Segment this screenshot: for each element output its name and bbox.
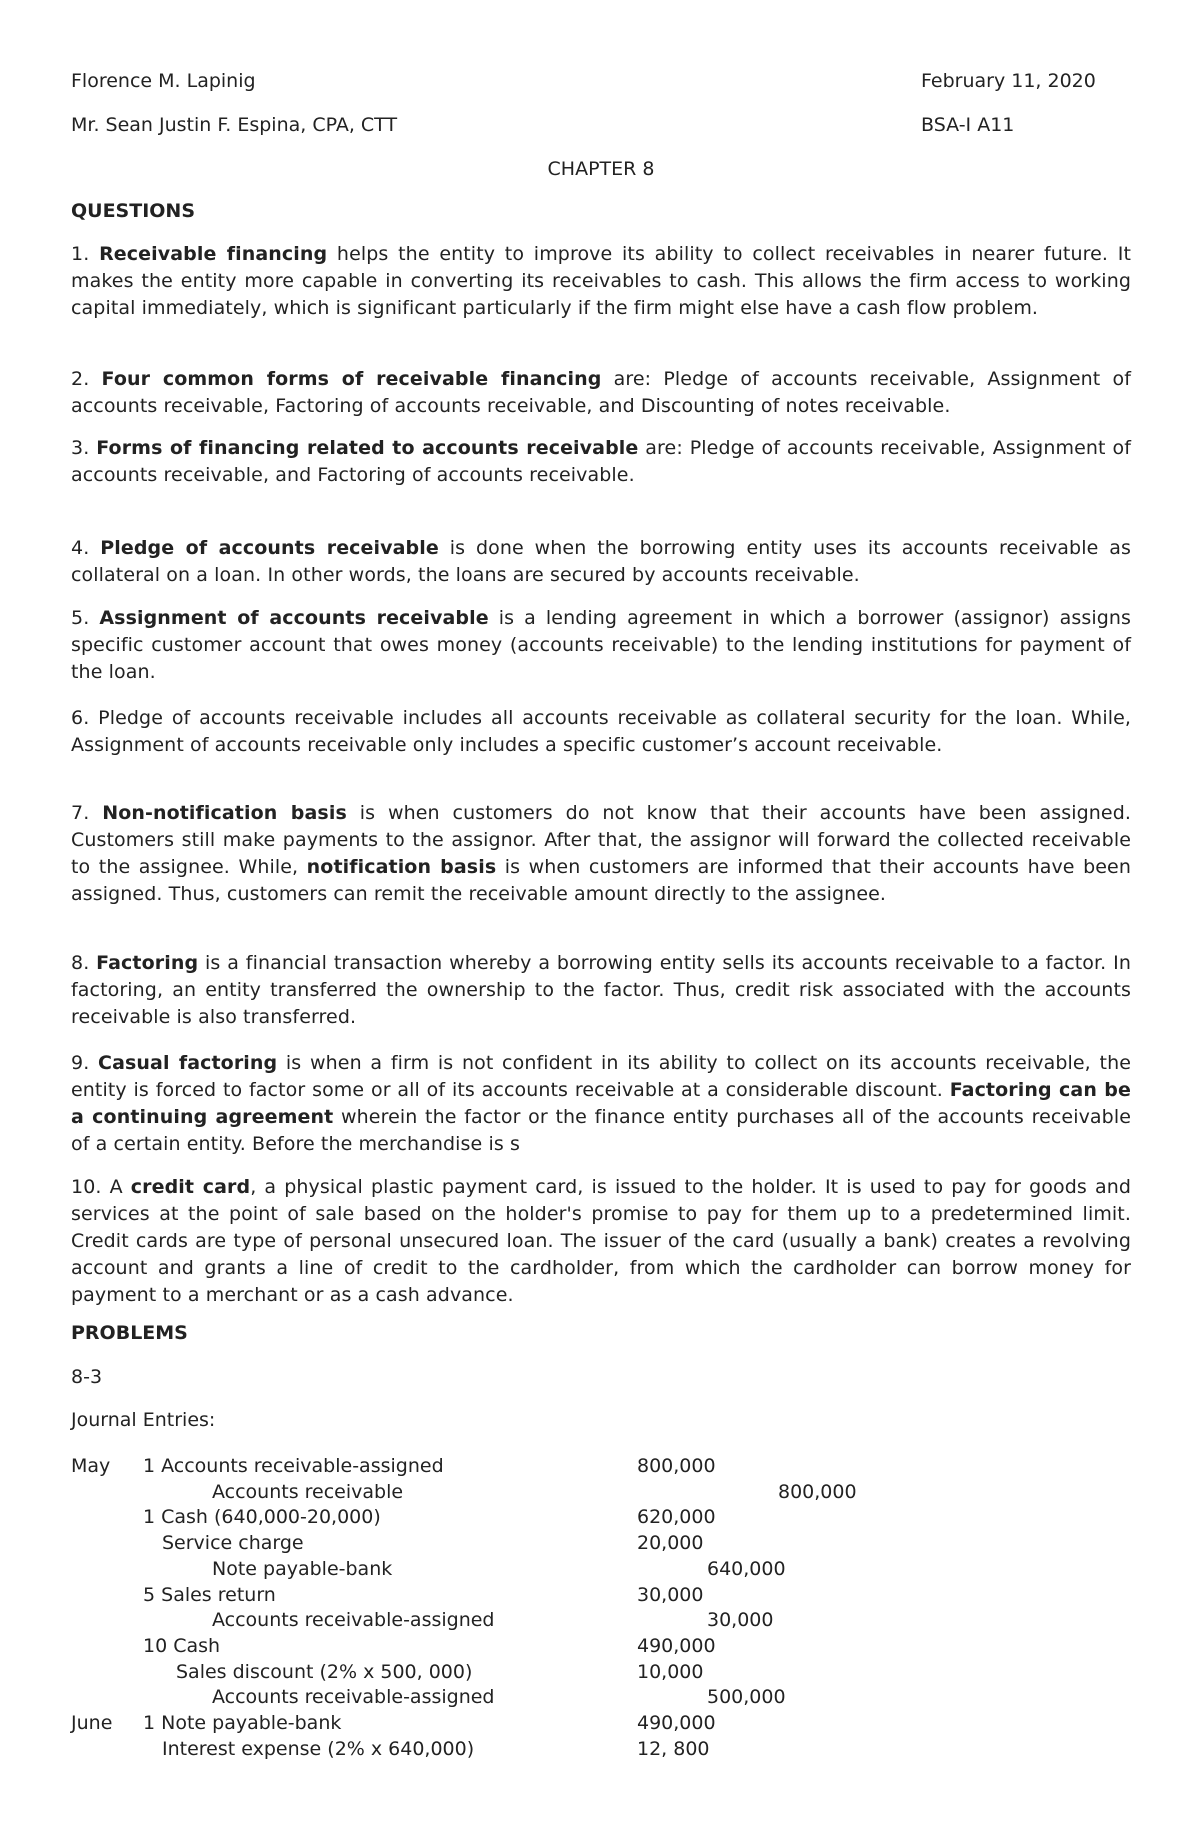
journal-account: Interest expense (2% x 640,000)	[162, 1737, 475, 1760]
journal-row	[71, 1607, 1131, 1633]
question-text: is when a firm is not confident in its ability to collect on its accounts receivable, the entity is forced to factor some or all of its accounts receivable at a considerable discount.	[71, 1052, 1131, 1101]
journal-account: 1 Cash (640,000-20,000)	[143, 1506, 381, 1529]
question-number: 5.	[71, 607, 100, 629]
question-text: is when customers are informed that their accounts have been assigned. Thus, customers can remit the receivable amount directly to the assignee.	[71, 856, 1131, 905]
journal-account: Sales discount (2% x 500, 000)	[176, 1660, 473, 1683]
journal-account: 10 Cash	[143, 1634, 221, 1657]
journal-row	[71, 1556, 1131, 1582]
document-date: February 11, 2020	[921, 70, 1096, 92]
problem-number: 8-3	[71, 1366, 103, 1388]
author-name: Florence M. Lapinig	[71, 70, 256, 92]
question-10	[71, 1174, 1131, 1309]
journal-row	[71, 1504, 1131, 1530]
journal-credit: 640,000	[707, 1557, 786, 1580]
question-number: 7.	[71, 802, 103, 824]
question-number: 2.	[71, 368, 102, 390]
question-text: is a lending agreement in which a borrower (assignor) assigns specific customer account that owes money (accounts receivable) to the lending institutions for payment of the loan.	[71, 607, 1131, 683]
journal-account: 1 Note payable-bank	[143, 1712, 342, 1734]
question-1	[71, 241, 1131, 322]
question-4	[71, 535, 1131, 589]
journal-account: Note payable-bank	[212, 1557, 393, 1580]
journal-row	[71, 1684, 1131, 1710]
question-3	[71, 435, 1131, 489]
question-term: Receivable financing	[99, 243, 328, 265]
problems-heading: PROBLEMS	[71, 1322, 188, 1344]
question-text: are: Pledge of accounts receivable, Assignment of accounts receivable, and Factoring of accounts receivable.	[71, 437, 1132, 486]
journal-month: June	[71, 1712, 113, 1734]
question-number: 8.	[71, 952, 97, 974]
journal-debit: 20,000	[637, 1532, 704, 1555]
question-term: Factoring	[96, 952, 199, 974]
question-term: Factoring can be a continuing agreement	[71, 1079, 1131, 1128]
question-text: wherein the factor or the finance entity purchases all of the accounts receivable of a certain entity. Before the merchandise is s	[71, 1106, 1131, 1155]
class-section: BSA-I A11	[921, 114, 1015, 136]
question-text: are: Pledge of accounts receivable, Assignment of accounts receivable, Factoring of accounts receivable, and Discounting of notes receivable.	[71, 368, 1132, 417]
journal-account: 5 Sales return	[143, 1583, 276, 1606]
journal-row	[71, 1453, 1131, 1479]
question-term: Forms of financing related to accounts receivable	[96, 437, 639, 459]
journal-row	[71, 1479, 1131, 1505]
question-text: , a physical plastic payment card, is issued to the holder. It is used to pay for goods and services at the point of sale based on the holder's promise to pay for them up to a predetermined limit. Credit cards are type of personal unsecured loan. The issuer of the card (usually a bank) creates a revolving account and grants a line of credit to the cardholder, from which the cardholder can borrow money for payment to a merchant or as a cash advance.	[71, 1176, 1131, 1306]
question-text: is a financial transaction whereby a borrowing entity sells its accounts receivable to a factor. In factoring, an entity transferred the ownership to the factor. Thus, credit risk associated with the accounts receivable is also transferred.	[71, 952, 1132, 1028]
journal-debit: 800,000	[637, 1455, 716, 1477]
journal-debit: 490,000	[637, 1634, 716, 1657]
chapter-title: CHAPTER 8	[547, 158, 655, 180]
question-text: helps the entity to improve its ability to collect receivables in nearer future. It makes the entity more capable in converting its receivables to cash. This allows the firm access to working capital immediately, which is significant particularly if the firm might else have a cash flow problem.	[71, 243, 1131, 319]
journal-row	[71, 1633, 1131, 1659]
question-number: 9.	[71, 1052, 99, 1074]
question-text: Pledge of accounts receivable includes all accounts receivable as collateral security for the loan. While, Assignment of accounts receivable only includes a specific customer’s account receivable.	[71, 707, 1132, 756]
question-5	[71, 605, 1131, 686]
journal-account: Accounts receivable	[212, 1480, 404, 1503]
question-number: 3.	[71, 437, 97, 459]
journal-debit: 490,000	[637, 1712, 716, 1734]
question-number: 4.	[71, 537, 101, 559]
journal-account: Accounts receivable-assigned	[212, 1609, 495, 1632]
question-term: Pledge of accounts receivable	[100, 537, 439, 559]
question-7	[71, 800, 1131, 908]
journal-debit: 10,000	[637, 1660, 704, 1683]
journal-credit: 800,000	[778, 1480, 857, 1503]
question-term: notification basis	[306, 856, 497, 878]
journal-credit: 500,000	[707, 1686, 786, 1709]
header-row-2	[71, 114, 1131, 140]
journal-row	[71, 1530, 1131, 1556]
question-8	[71, 950, 1131, 1031]
journal-row	[71, 1736, 1131, 1762]
journal-account: Service charge	[162, 1532, 304, 1555]
journal-debit: 620,000	[637, 1506, 716, 1529]
questions-heading: QUESTIONS	[71, 200, 196, 222]
journal-month: May	[71, 1455, 111, 1477]
question-6	[71, 705, 1131, 759]
question-9	[71, 1050, 1131, 1158]
journal-heading: Journal Entries:	[71, 1409, 216, 1431]
question-number: 10. A	[71, 1176, 131, 1198]
journal-row	[71, 1710, 1131, 1736]
question-text: is done when the borrowing entity uses its accounts receivable as collateral on a loan. In other words, the loans are secured by accounts receivable.	[71, 537, 1131, 586]
instructor-name: Mr. Sean Justin F. Espina, CPA, CTT	[71, 114, 398, 136]
question-2	[71, 366, 1131, 420]
journal-credit: 30,000	[707, 1609, 774, 1632]
question-text: is when customers do not know that their accounts have been assigned. Customers still make payments to the assignor. After that, the assignor will forward the collected receivable to the assignee. While,	[71, 802, 1131, 878]
journal-account: Accounts receivable-assigned	[212, 1686, 495, 1709]
question-term: Assignment of accounts receivable	[99, 607, 489, 629]
question-term: Four common forms of receivable financing	[101, 368, 602, 390]
question-term: Non-notification basis	[102, 802, 347, 824]
question-number: 6.	[71, 707, 99, 729]
journal-row	[71, 1582, 1131, 1608]
question-term: credit card	[130, 1176, 251, 1198]
journal-debit: 30,000	[637, 1583, 704, 1606]
question-term: Casual factoring	[98, 1052, 278, 1074]
question-number: 1.	[71, 243, 100, 265]
journal-row	[71, 1659, 1131, 1685]
journal-account: 1 Accounts receivable-assigned	[143, 1455, 444, 1477]
header-row-1	[71, 70, 1131, 96]
journal-debit: 12, 800	[637, 1737, 710, 1760]
